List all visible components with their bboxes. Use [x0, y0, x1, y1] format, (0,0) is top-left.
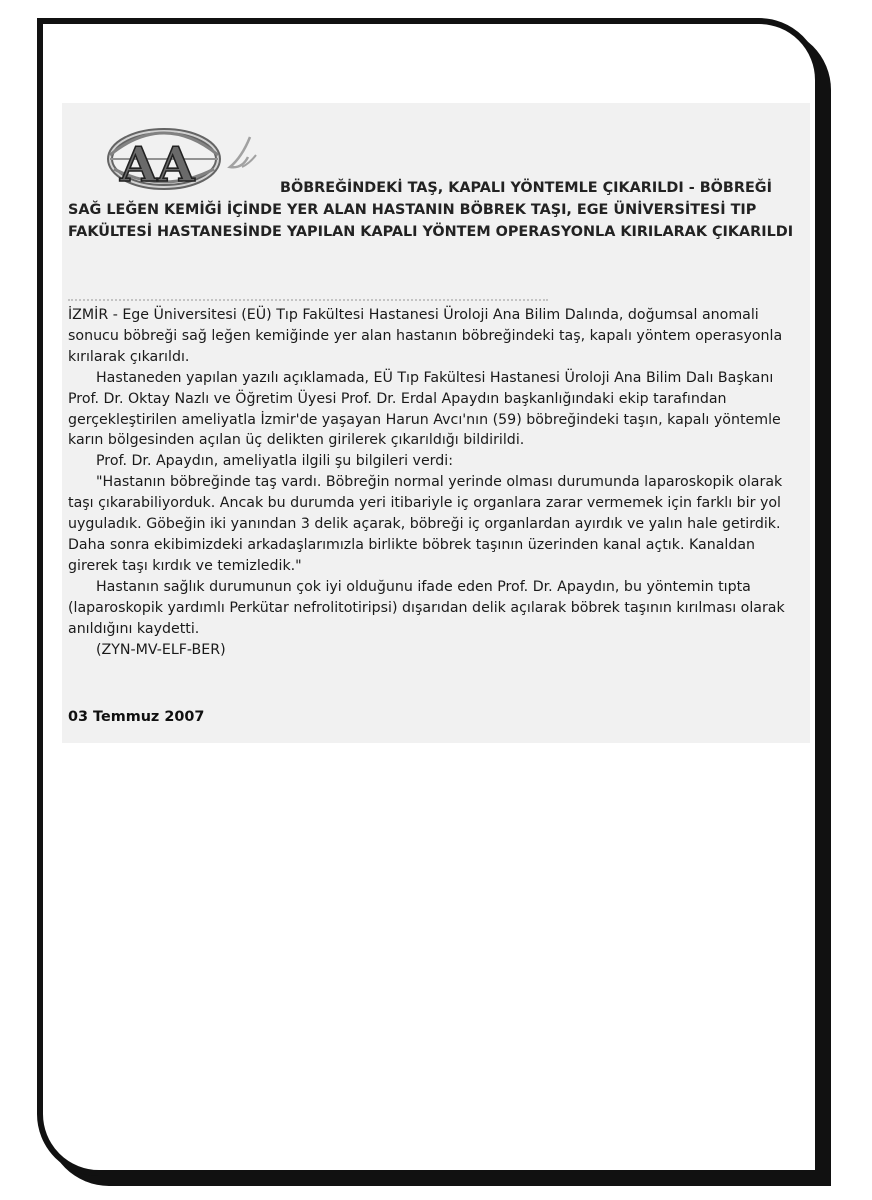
- headline: BÖBREĞİNDEKİ TAŞ, KAPALI YÖNTEMLE ÇIKARILDI - BÖBREĞİ SAĞ LEĞEN KEMİĞİ İÇİNDE YER ALAN HASTANIN BÖBREK TAŞI, EGE ÜNİVERSİTESİ TIP FAKÜLTESİ HASTANESİNDE YAPILAN KAPALI YÖNTEM OPERASYONLA KIRILARAK ÇIKARILDI: [68, 180, 794, 240]
- paragraph: Prof. Dr. Apaydın, ameliyatla ilgili şu bilgileri verdi:: [96, 453, 453, 470]
- aa-logo-letters: AA: [120, 137, 195, 193]
- paragraph: Hastanın sağlık durumunun çok iyi olduğunu ifade eden Prof. Dr. Apaydın, bu yöntemin tıpta (laparoskopik yardımlı Perkütar nefrolitotiripsi) dışarıdan delik açılarak böbrek taşının kırılması olarak anıldığını kaydetti.: [68, 578, 785, 637]
- paragraph-lead: İZMİR - Ege Üniversitesi (EÜ) Tıp Fakültesi Hastanesi Üroloji Ana Bilim Dalında, doğumsal anomali sonucu böbreği sağ leğen kemiğinde yer alan hastanın böbreğindeki taş, kapalı yöntem operasyonla kırılarak çıkarıldı.: [68, 307, 783, 365]
- paragraph-quote: "Hastanın böbreğinde taş vardı. Böbreğin normal yerinde olması durumunda laparoskopik olarak taşı çıkarabiliyorduk. Ancak bu durumda yeri itibariyle iç organlara zarar vermemek için farklı bir yol uyguladık. Göbeğin iki yanından 3 delik açarak, böbreği iç organlardan ayırdık ve yalın hale getirdik. Daha sonra ekibimizdeki arkadaşlarımızla birlikte böbrek taşının üzerinden kanal açtık. Kanaldan girerek taşı kırdık ve temizledik.": [68, 474, 783, 574]
- paragraph: Hastaneden yapılan yazılı açıklamada, EÜ Tıp Fakültesi Hastanesi Üroloji Ana Bilim Dalı Başkanı Prof. Dr. Oktay Nazlı ve Öğretim Üyesi Prof. Dr. Erdal Apaydın başkanlığındaki ekip tarafından gerçekleştirilen ameliyatla İzmir'de yaşayan Harun Avcı'nın (59) böbreğindeki taşın, kapalı yöntemle karın bölgesinden açılan üç delikten girilerek çıkarıldığı bildirildi.: [68, 369, 781, 449]
- news-clipping: [62, 103, 810, 743]
- publish-date: 03 Temmuz 2007: [68, 709, 205, 725]
- article-body: [68, 305, 804, 660]
- separator: [68, 299, 548, 301]
- agency-code: (ZYN-MV-ELF-BER): [96, 641, 226, 658]
